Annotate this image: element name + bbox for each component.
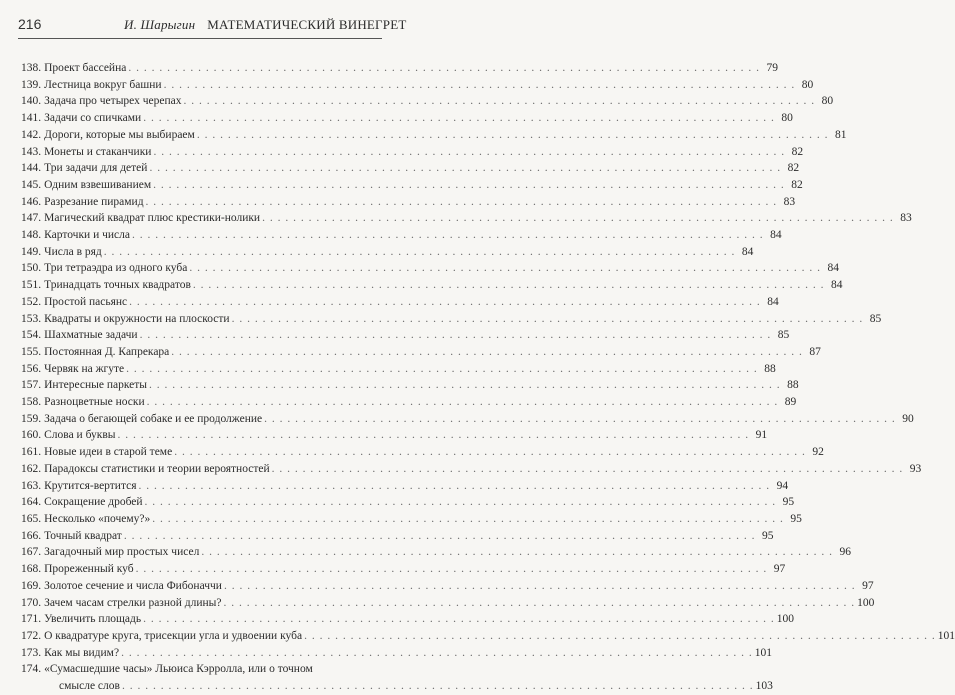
toc-entry-title: «Сумасшедшие часы» Льюиса Кэрролла, или о точном xyxy=(44,663,313,676)
toc-entry-number: 140. xyxy=(21,95,42,108)
toc-entry-number: 157. xyxy=(21,379,42,392)
toc-entry xyxy=(21,177,803,194)
toc-entry xyxy=(21,144,804,161)
toc-entry-number: 164. xyxy=(21,496,42,509)
toc-entry-title: Загадочный мир простых чисел xyxy=(44,546,200,559)
dot-leader xyxy=(129,294,761,311)
toc-entry xyxy=(21,661,378,678)
toc-entry-title: Числа в ряд xyxy=(44,245,102,258)
toc-entry-page: 84 xyxy=(827,262,839,275)
toc-entry-number: 153. xyxy=(21,312,42,325)
toc-entry-title: Одним взвешиванием xyxy=(44,178,152,191)
dot-leader xyxy=(153,177,785,194)
toc-entry-page: 80 xyxy=(821,95,834,108)
toc-entry-number: 148. xyxy=(21,229,42,242)
dot-leader xyxy=(143,611,775,628)
toc-entry-page: 83 xyxy=(783,195,796,208)
dot-leader xyxy=(224,578,856,595)
dot-leader xyxy=(232,311,864,328)
toc-entry xyxy=(21,528,774,545)
toc-entry xyxy=(21,377,799,394)
toc-entry-title: Крутится-вертится xyxy=(44,479,137,492)
toc-entry-page: 100 xyxy=(857,596,875,609)
running-header xyxy=(18,16,407,39)
toc-entry xyxy=(21,611,794,628)
dot-leader xyxy=(122,678,754,695)
toc-entry-title: Карточки и числа xyxy=(44,229,130,242)
toc-entry-number: 151. xyxy=(21,279,42,292)
toc-entry-title: Задача про четырех черепах xyxy=(44,95,182,108)
toc-entry-title: Прореженный куб xyxy=(44,563,134,576)
toc-entry xyxy=(21,294,779,311)
toc-entry xyxy=(21,561,786,578)
toc-entry-page: 96 xyxy=(839,546,851,559)
toc-entry-page: 85 xyxy=(777,329,790,342)
toc-entry-page: 84 xyxy=(831,279,843,292)
toc-entry-number: 141. xyxy=(21,112,42,125)
toc-entry xyxy=(21,160,800,177)
dot-leader xyxy=(143,110,775,127)
toc-entry-number: 174. xyxy=(21,663,42,676)
toc-entry-number: 144. xyxy=(21,162,42,175)
toc-entry-title: Как мы видим? xyxy=(44,646,120,659)
toc-entry-page: 82 xyxy=(791,178,803,191)
toc-entry-title: Квадраты и окружности на плоскости xyxy=(44,312,230,325)
toc-entry-page: 84 xyxy=(767,295,779,308)
dot-leader xyxy=(149,160,781,177)
toc-entry-page: 82 xyxy=(791,145,804,158)
dot-leader xyxy=(264,411,896,428)
dot-leader xyxy=(197,127,829,144)
dot-leader xyxy=(124,528,756,545)
toc-entry xyxy=(21,411,914,428)
dot-leader xyxy=(146,194,778,211)
toc-entry-page: 87 xyxy=(809,345,821,358)
toc-entry-title: Три тетраэдра из одного куба xyxy=(44,262,188,275)
toc-entry-number: 139. xyxy=(21,78,42,91)
toc-entry xyxy=(21,394,797,411)
toc-entry-page: 97 xyxy=(773,563,786,576)
toc-entry-title: Задача о бегающей собаке и ее продолжение xyxy=(44,412,263,425)
toc-entry xyxy=(21,311,882,328)
toc-entry-number: 168. xyxy=(21,563,42,576)
dot-leader xyxy=(117,427,749,444)
toc-entry-page: 90 xyxy=(902,412,914,425)
toc-entry-page: 95 xyxy=(761,529,774,542)
toc-entry-title: Сокращение дробей xyxy=(44,496,143,509)
toc-entry xyxy=(21,444,824,461)
toc-entry-page: 101 xyxy=(937,629,955,642)
toc-entry xyxy=(21,478,789,495)
toc-entry-number: 152. xyxy=(21,295,42,308)
toc-entry-page: 82 xyxy=(787,162,800,175)
toc-entry xyxy=(21,344,821,361)
toc-entry-page: 94 xyxy=(776,479,789,492)
toc-entry-number: 162. xyxy=(21,462,42,475)
dot-leader xyxy=(174,444,806,461)
running-head xyxy=(124,17,407,33)
toc-entry-number: 138. xyxy=(21,62,42,74)
dot-leader xyxy=(147,394,779,411)
toc-entry xyxy=(21,645,772,662)
toc-entry-page: 95 xyxy=(790,512,802,525)
toc-entry xyxy=(21,327,790,344)
dot-leader xyxy=(262,210,894,227)
dot-leader xyxy=(224,595,856,612)
toc-entry-title: Увеличить площадь xyxy=(44,613,142,626)
toc-entry-page: 80 xyxy=(781,112,793,125)
dot-leader xyxy=(136,561,768,578)
toc-entry-page: 93 xyxy=(909,462,922,475)
toc-entry-title: Тринадцать точных квадратов xyxy=(44,279,191,292)
toc-entry-page: 81 xyxy=(834,128,847,141)
toc-entry xyxy=(21,595,875,612)
toc-entry-page: 80 xyxy=(801,78,814,91)
toc-entry-title: О квадратуре круга, трисекции угла и удвоении куба xyxy=(44,629,303,642)
toc-entry-title: Магический квадрат плюс крестики-нолики xyxy=(44,212,261,225)
toc-entry-title: Проект бассейна xyxy=(44,62,127,74)
toc-entry xyxy=(21,127,847,144)
toc-entry-title: Новые идеи в старой теме xyxy=(44,446,173,459)
dot-leader xyxy=(153,144,785,161)
toc-entry xyxy=(21,110,793,127)
dot-leader xyxy=(164,77,796,94)
toc-entry-page: 91 xyxy=(755,429,768,442)
dot-leader xyxy=(145,494,777,511)
toc-entry-number: 149. xyxy=(21,245,42,258)
toc-entry xyxy=(21,60,778,77)
dot-leader xyxy=(272,461,904,478)
toc-entry xyxy=(21,511,802,528)
toc-entry xyxy=(21,194,796,211)
toc-entry xyxy=(21,210,912,227)
page-number: 216 xyxy=(18,16,42,32)
toc-entry-page: 101 xyxy=(754,646,772,659)
toc-entry-page: 103 xyxy=(755,680,773,693)
toc-entry-number: 146. xyxy=(21,195,42,208)
toc-entry xyxy=(21,277,843,294)
toc-entry-title: Парадоксы статистики и теории вероятностей xyxy=(44,462,270,475)
dot-leader xyxy=(126,361,758,378)
toc-entry-number: 150. xyxy=(21,262,42,275)
toc-entry xyxy=(21,427,768,444)
toc-entry-title: Задачи со спичками xyxy=(44,112,142,125)
dot-leader xyxy=(139,478,771,495)
toc-entry-number: 167. xyxy=(21,546,42,559)
toc-entry-title: смысле слов xyxy=(59,680,120,693)
toc-entry-title: Монеты и стаканчики xyxy=(44,145,152,158)
toc-entry xyxy=(21,628,955,645)
dot-leader xyxy=(184,93,816,110)
toc-entry-title: Лестница вокруг башни xyxy=(44,78,162,91)
toc-entry-title: Золотое сечение и числа Фибоначчи xyxy=(44,579,222,592)
dot-leader xyxy=(189,260,821,277)
dot-leader xyxy=(132,227,764,244)
toc-entry xyxy=(21,544,851,561)
toc-entry-title: Дороги, которые мы выбираем xyxy=(44,128,195,141)
dot-leader xyxy=(140,327,772,344)
toc-entry-number: 161. xyxy=(21,446,42,459)
author-name: И. Шарыгин xyxy=(124,17,196,32)
toc-entry-number: 159. xyxy=(21,412,42,425)
toc-entry xyxy=(21,578,874,595)
toc-entry xyxy=(21,461,922,478)
toc-entry-title: Разноцветные носки xyxy=(44,396,145,409)
toc-entry-number: 158. xyxy=(21,396,42,409)
toc-entry-page: 79 xyxy=(766,62,778,74)
toc-entry xyxy=(21,227,782,244)
toc-entry-page: 84 xyxy=(770,229,782,242)
toc-entry-number: 163. xyxy=(21,479,42,492)
toc-entry-page: 92 xyxy=(812,446,824,459)
toc-entry-number: 155. xyxy=(21,345,42,358)
toc-entry-number: 165. xyxy=(21,512,42,525)
toc-entry-page: 97 xyxy=(862,579,874,592)
toc-entry-number: 169. xyxy=(21,579,42,592)
toc-entry-page: 88 xyxy=(764,362,776,375)
toc-entry-number: 166. xyxy=(21,529,42,542)
toc-entry xyxy=(21,77,814,94)
toc-entry-title: Разрезание пирамид xyxy=(44,195,144,208)
toc-entry-number: 160. xyxy=(21,429,42,442)
toc-entry-title: Точный квадрат xyxy=(44,529,122,542)
toc-entry-number: 143. xyxy=(21,145,42,158)
toc-entry-page: 95 xyxy=(782,496,795,509)
toc-entry-number: 170. xyxy=(21,596,42,609)
toc-entry-title: Простой пасьянс xyxy=(44,295,128,308)
toc-entry-number: 154. xyxy=(21,329,42,342)
toc-entry-title: Червяк на жгуте xyxy=(44,362,125,375)
toc-entry-page: 84 xyxy=(741,245,754,258)
toc-entry-title: Интересные паркеты xyxy=(44,379,147,392)
toc-entry-title: Зачем часам стрелки разной длины? xyxy=(44,596,222,609)
toc-entry xyxy=(21,260,839,277)
toc-entry xyxy=(21,244,754,261)
dot-leader xyxy=(128,60,760,77)
toc-entry-title: Постоянная Д. Капрекара xyxy=(44,345,170,358)
dot-leader xyxy=(201,544,833,561)
toc-entry-title: Три задачи для детей xyxy=(44,162,148,175)
toc-entry-page: 100 xyxy=(776,613,794,626)
toc-entry-page: 83 xyxy=(900,212,912,225)
dot-leader xyxy=(149,377,781,394)
dot-leader xyxy=(171,344,803,361)
toc-entry-page: 88 xyxy=(787,379,799,392)
toc-entry xyxy=(21,361,776,378)
toc-entry-number: 172. xyxy=(21,629,42,642)
toc-entry-continuation xyxy=(21,678,773,695)
dot-leader xyxy=(152,511,784,528)
toc-entry-title: Слова и буквы xyxy=(44,429,116,442)
toc-entry-number: 142. xyxy=(21,128,42,141)
toc-entry xyxy=(21,93,834,110)
toc-entry-number: 147. xyxy=(21,212,42,225)
toc-entry-number: 145. xyxy=(21,178,42,191)
toc-entry-title: Шахматные задачи xyxy=(44,329,138,342)
toc-entry-page: 89 xyxy=(784,396,797,409)
toc-entry-number: 156. xyxy=(21,362,42,375)
table-of-contents xyxy=(21,60,955,695)
dot-leader xyxy=(121,645,753,662)
toc-entry xyxy=(21,494,795,511)
toc-entry-number: 171. xyxy=(21,613,42,626)
toc-entry-page: 85 xyxy=(869,312,882,325)
dot-leader xyxy=(193,277,825,294)
toc-entry-number: 173. xyxy=(21,646,42,659)
dot-leader xyxy=(104,244,736,261)
book-title: МАТЕМАТИЧЕСКИЙ ВИНЕГРЕТ xyxy=(207,17,407,32)
dot-leader xyxy=(304,628,936,645)
toc-entry-title: Несколько «почему?» xyxy=(44,512,151,525)
